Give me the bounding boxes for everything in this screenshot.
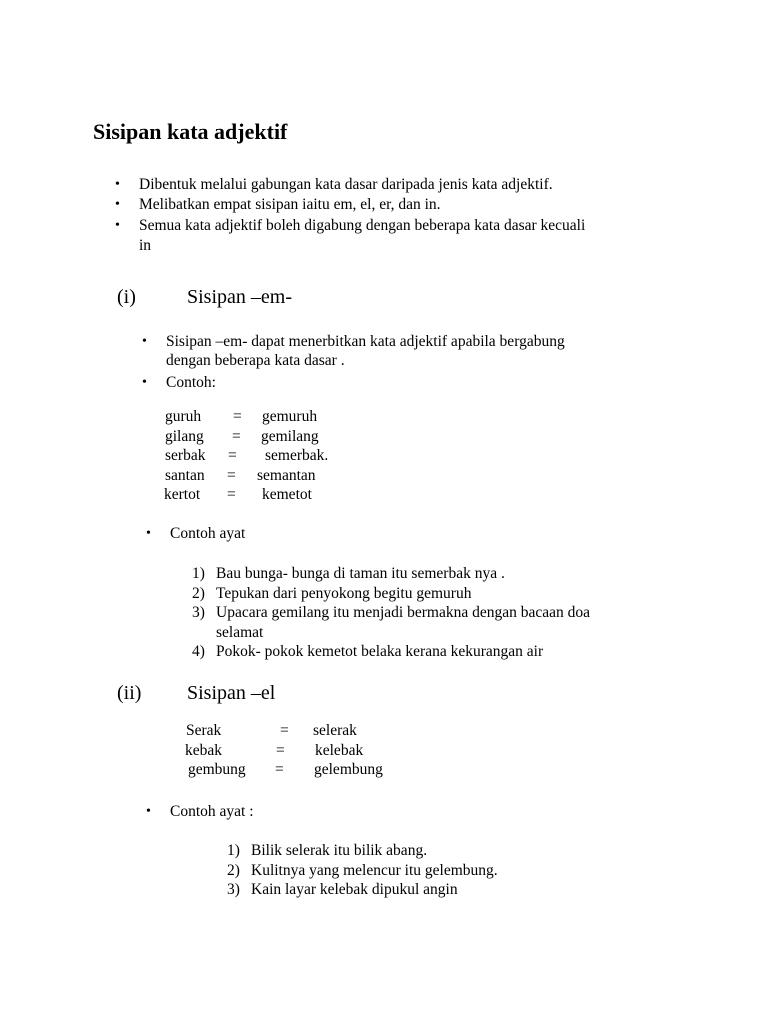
base-word: kertot (164, 486, 201, 503)
list-number: 3) (227, 881, 240, 898)
base-word: kebak (185, 741, 223, 759)
base-word: gilang (165, 427, 204, 445)
list-text: Pokok- pokok kemetot belaka kerana kekurangan air (216, 643, 544, 660)
derived-word: semerbak. (265, 447, 329, 464)
base-word: guruh (165, 408, 202, 425)
page-title: Sisipan kata adjektif (93, 119, 288, 144)
equals-sign: = (275, 761, 284, 778)
em-bullet-contoh-ayat: • Contoh ayat (170, 524, 245, 544)
base-word: santan (165, 466, 205, 484)
list-text: selamat (216, 623, 264, 641)
section-numeral-i: (i) (117, 286, 136, 308)
list-text: Kain layar kelebak dipukul angin (251, 881, 458, 898)
intro-bullet-3-continued: in (139, 237, 152, 254)
equals-sign: = (233, 408, 242, 425)
equals-sign: = (227, 466, 236, 484)
list-text: Kulitnya yang melencur itu gelembung. (251, 861, 498, 879)
intro-bullet-3: • Semua kata adjektif boleh digabung dengan beberapa kata dasar kecuali (139, 216, 585, 236)
list-number: 1) (192, 565, 205, 582)
section-heading-em: Sisipan –em- (187, 286, 292, 308)
derived-word: semantan (257, 466, 316, 484)
list-number: 2) (192, 584, 205, 602)
list-number: 4) (192, 643, 205, 660)
derived-word: kemetot (262, 486, 312, 503)
section-numeral-ii: (ii) (117, 682, 142, 704)
list-text: Bilik selerak itu bilik abang. (251, 842, 428, 859)
base-word: serbak (165, 447, 206, 464)
equals-sign: = (228, 447, 237, 464)
equals-sign: = (227, 486, 236, 503)
base-word: Serak (186, 722, 222, 739)
derived-word: gemuruh (262, 408, 318, 425)
derived-word: gemilang (261, 427, 319, 445)
list-text: Upacara gemilang itu menjadi bermakna dengan bacaan doa (216, 604, 590, 621)
derived-word: gelembung (314, 761, 383, 778)
intro-bullet-1: • Dibentuk melalui gabungan kata dasar daripada jenis kata adjektif. (139, 175, 553, 195)
em-bullet-description: • Sisipan –em- dapat menerbitkan kata adjektif apabila bergabung (166, 332, 565, 352)
derived-word: selerak (313, 722, 357, 739)
derived-word: kelebak (315, 741, 364, 759)
intro-bullet-2: • Melibatkan empat sisipan iaitu em, el, er, dan in. (139, 195, 441, 215)
el-bullet-contoh-ayat: • Contoh ayat : (170, 802, 254, 822)
equals-sign: = (280, 722, 289, 739)
equals-sign: = (276, 741, 285, 759)
section-heading-el: Sisipan –el (187, 682, 276, 704)
list-number: 2) (227, 861, 240, 879)
list-number: 3) (192, 604, 205, 621)
base-word: gembung (188, 761, 246, 778)
em-bullet-description-continued: dengan beberapa kata dasar . (166, 352, 345, 369)
equals-sign: = (232, 427, 241, 445)
list-text: Bau bunga- bunga di taman itu semerbak nya . (216, 565, 505, 582)
em-bullet-contoh: • Contoh: (166, 373, 216, 393)
list-text: Tepukan dari penyokong begitu gemuruh (216, 584, 472, 602)
list-number: 1) (227, 842, 240, 859)
